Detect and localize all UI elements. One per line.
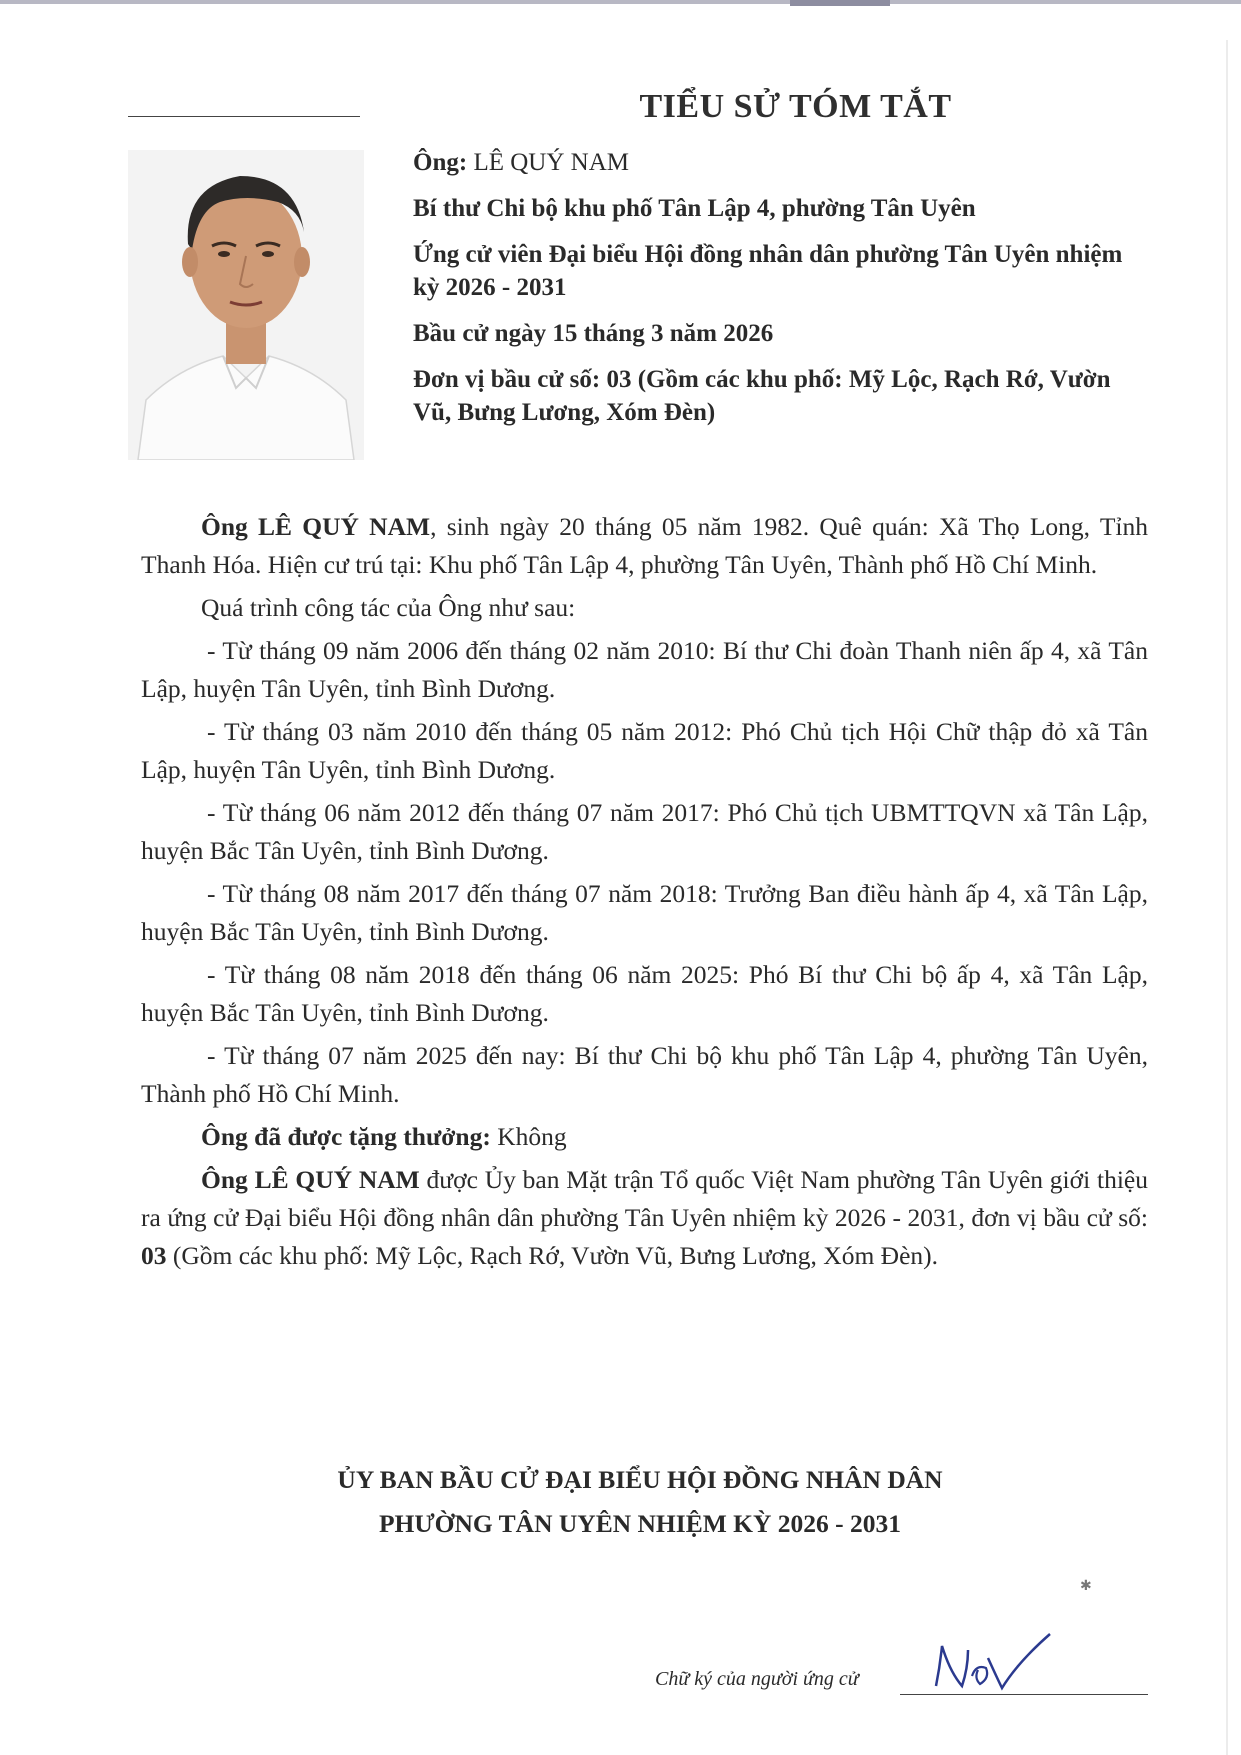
career-item: - Từ tháng 07 năm 2025 đến nay: Bí thư Chi bộ khu phố Tân Lập 4, phường Tân Uyên, Thành phố Hồ Chí Minh. [141,1041,1148,1108]
scan-speck: ✱ [1080,1579,1092,1594]
constituency-line: Đơn vị bầu cử số: 03 (Gồm các khu phố: Mỹ Lộc, Rạch Rớ, Vườn Vũ, Bưng Lương, Xóm Đèn) [413,366,1111,426]
photo-top-rule [128,116,360,117]
committee-line-2: PHƯỜNG TÂN UYÊN NHIỆM KỲ 2026 - 2031 [378,1509,902,1538]
nomination-paragraph [141,1161,1148,1275]
scan-top-mark [790,0,890,6]
awards-value: Không [490,1122,567,1151]
nomination-text-2: (Gồm các khu phố: Mỹ Lộc, Rạch Rớ, Vườn Vũ, Bưng Lương, Xóm Đèn). [166,1241,939,1270]
career-item: - Từ tháng 08 năm 2018 đến tháng 06 năm 2025: Phó Bí thư Chi bộ ấp 4, xã Tân Lập, huyện Bắc Tân Uyên, tỉnh Bình Dương. [141,960,1148,1027]
candidate-photo [128,150,364,460]
committee-block [250,1458,1030,1546]
document-header [413,88,1148,442]
candidate-position: Bí thư Chi bộ khu phố Tân Lập 4, phường Tân Uyên [413,195,976,222]
signature-label: Chữ ký của người ứng cử [655,1668,859,1690]
intro-paragraph [141,508,1148,584]
candidacy-line: Ứng cử viên Đại biểu Hội đồng nhân dân phường Tân Uyên nhiệm kỳ 2026 - 2031 [413,241,1123,301]
document-title: TIỂU SỬ TÓM TẮT [639,88,952,125]
handwritten-signature [928,1628,1058,1696]
candidate-name-line [413,146,1148,179]
nomination-unit: 03 [141,1241,167,1270]
awards-label: Ông đã được tặng thưởng: [201,1122,491,1151]
career-item: - Từ tháng 06 năm 2012 đến tháng 07 năm 2017: Phó Chủ tịch UBMTTQVN xã Tân Lập, huyện Bắc Tân Uyên, tỉnh Bình Dương. [141,798,1148,865]
career-heading: Quá trình công tác của Ông như sau: [201,593,576,622]
candidate-name-label: Ông: [413,149,468,176]
committee-line-1: ỦY BAN BẦU CỬ ĐẠI BIỂU HỘI ĐỒNG NHÂN DÂN [337,1465,943,1494]
intro-name: Ông LÊ QUÝ NAM [201,512,431,541]
election-date: Bầu cử ngày 15 tháng 3 năm 2026 [413,320,774,347]
nomination-name: Ông LÊ QUÝ NAM [201,1165,420,1194]
career-item: - Từ tháng 08 năm 2017 đến tháng 07 năm 2018: Trưởng Ban điều hành ấp 4, xã Tân Lập, huyện Bắc Tân Uyên, tỉnh Bình Dương. [141,879,1148,946]
intro-text: , sinh ngày 20 tháng 05 năm 1982. Quê quán: Xã Thọ Long, Tỉnh Thanh Hóa. Hiện cư trú tại: Khu phố Tân Lập 4, phường Tân Uyên, Thành phố Hồ Chí Minh. [141,512,1148,579]
career-item: - Từ tháng 09 năm 2006 đến tháng 02 năm 2010: Bí thư Chi đoàn Thanh niên ấp 4, xã Tân Lập, huyện Tân Uyên, tỉnh Bình Dương. [141,636,1148,703]
awards-line [141,1118,1148,1156]
candidate-name: LÊ QUÝ NAM [473,149,629,176]
scan-right-edge [1226,40,1228,1755]
scan-top-edge [0,0,1241,4]
biography-body [141,508,1148,1280]
nomination-text-1: được Ủy ban Mặt trận Tổ quốc Việt Nam phường Tân Uyên giới thiệu ra ứng cử Đại biểu Hội đồng nhân dân phường Tân Uyên nhiệm kỳ 2026 - 2031, đơn vị bầu cử số: [141,1165,1148,1232]
career-item: - Từ tháng 03 năm 2010 đến tháng 05 năm 2012: Phó Chủ tịch Hội Chữ thập đỏ xã Tân Lập, huyện Tân Uyên, tỉnh Bình Dương. [141,717,1148,784]
